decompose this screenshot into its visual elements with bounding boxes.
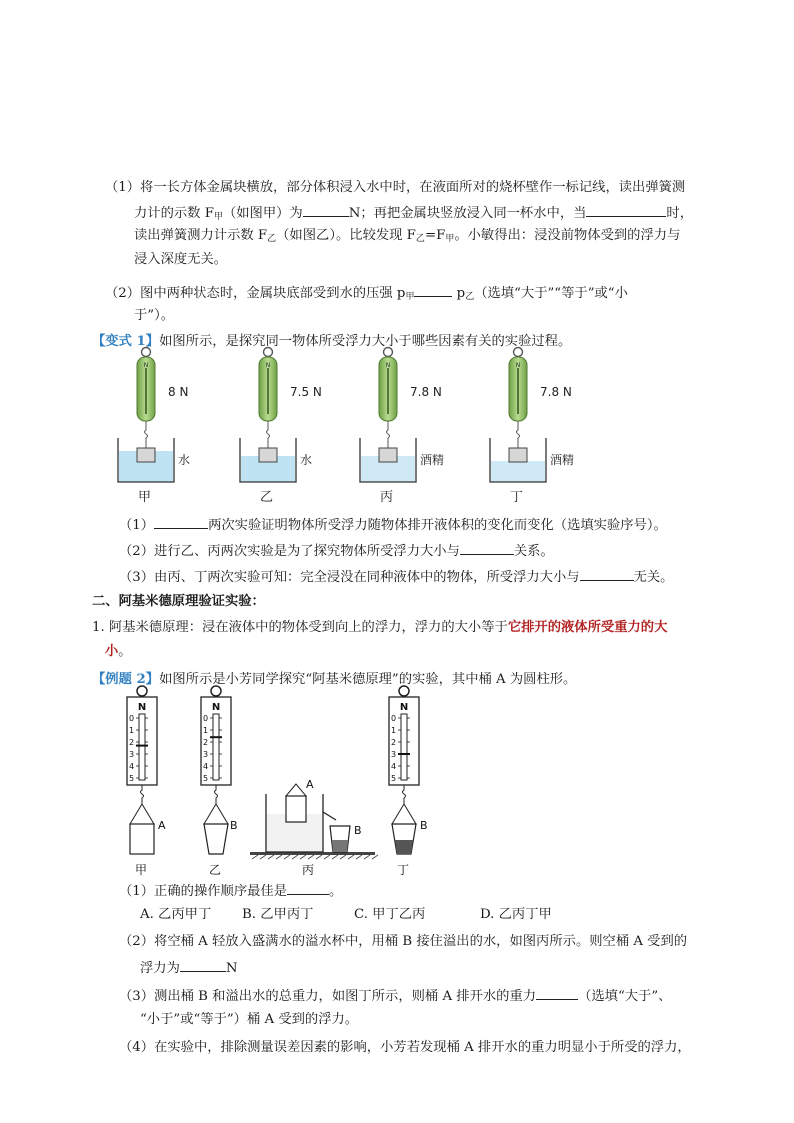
table-hatch [292, 855, 298, 859]
bianshi1-sub-1: （1） 两次实验证明物体所受浮力随物体排开液体积的变化而变化（选填实验序号）。 [119, 514, 667, 536]
spring-scale-unit: N [399, 702, 409, 713]
tick-label: 2 [129, 738, 135, 747]
bucket-strings [204, 804, 228, 824]
spring-hook-icon [267, 421, 270, 448]
liti2-sub-4: （4）在实验中，排除测量误差因素的影响，小芳若发现桶 A 排开水的重力明显小于所受的浮力， [119, 1040, 691, 1055]
answer-blank[interactable] [303, 202, 349, 217]
tick-label: 1 [129, 726, 135, 735]
q1-line-2: 力计的示数 $F_甲$（如图甲）为 N；再把金属块竖放浸入同一杯水中，当 时， [134, 202, 693, 227]
table-hatch [324, 855, 330, 859]
liti2-options [140, 905, 552, 925]
tick-label: 5 [391, 774, 397, 783]
spring-scale-unit: N [137, 702, 147, 713]
spring-ring-icon [514, 348, 523, 357]
table-hatch [284, 855, 290, 859]
tick-label: 4 [391, 762, 397, 771]
tick-label: 5 [203, 774, 209, 783]
bianshi1-figure [110, 346, 580, 506]
option-d[interactable]: D. 乙丙丁甲 [480, 907, 552, 922]
table-hatch [364, 855, 370, 859]
spring-scale-unit: N [515, 362, 521, 369]
figure-label: 丙 [302, 863, 315, 877]
tick-label: 0 [391, 714, 397, 723]
spring-hook-icon [215, 785, 218, 804]
metal-block [259, 448, 277, 462]
bucket-a-floating [286, 796, 306, 822]
option-b[interactable]: B. 乙甲丙丁 [242, 907, 314, 922]
table-hatch [332, 855, 338, 859]
spring-reading: 7.8 N [540, 385, 572, 399]
option-a[interactable]: A. 乙丙甲丁 [140, 907, 212, 922]
tick-label: 1 [391, 726, 397, 735]
tick-label: 3 [129, 750, 135, 759]
liquid-label: 酒精 [420, 453, 445, 467]
bianshi1-sub-2: （2）进行乙、丙两次实验是为了探究物体所受浮力大小与 关系。 [119, 540, 554, 562]
figure-label: 乙 [260, 490, 274, 505]
tick-label: 0 [203, 714, 209, 723]
spring-ring-icon [142, 348, 151, 357]
figure-label: 丁 [397, 863, 410, 877]
bucket-strings [130, 804, 154, 824]
table-hatch [276, 855, 282, 859]
liti2-sub-2-line-2: 浮力为 N [140, 957, 238, 979]
q1-line-3: 读出弹簧测力计示数 $F_乙$（如图乙）。比较发现 $F_乙=F_甲$。小敏得出：浸没前物体受到的浮力与 [134, 228, 681, 244]
table-hatch [356, 855, 362, 859]
metal-block [137, 448, 155, 462]
spring-reading: 7.5 N [290, 385, 322, 399]
overflow-spout [323, 812, 336, 820]
spring-scale-unit: N [385, 362, 391, 369]
liquid-label: 水 [178, 453, 191, 467]
answer-blank[interactable] [414, 282, 452, 297]
beaker-liquid [491, 461, 545, 482]
table-hatch [300, 855, 306, 859]
liti2-sub-1: （1）正确的操作顺序最佳是 。 [119, 880, 342, 902]
tick-label: 0 [129, 714, 135, 723]
spring-ring-icon [384, 348, 393, 357]
bucket-label: B [354, 824, 362, 837]
tick-label: 3 [203, 750, 209, 759]
metal-block [509, 448, 527, 462]
liti2-figure [110, 684, 450, 880]
section2-title: 二、阿基米德原理验证实验： [92, 594, 265, 609]
figure-label: 甲 [135, 863, 148, 877]
tick-label: 2 [203, 738, 209, 747]
table-hatch [316, 855, 322, 859]
bucket-water [395, 840, 413, 854]
option-c[interactable]: C. 甲丁乙丙 [354, 907, 426, 922]
bucket-label: A [306, 778, 314, 791]
spring-scale-unit: N [211, 702, 221, 713]
table-hatch [372, 855, 378, 859]
bucket-strings [392, 804, 416, 824]
spring-reading: 8 N [168, 385, 189, 399]
tick-label: 2 [391, 738, 397, 747]
tick-label: 4 [203, 762, 209, 771]
table-hatch [348, 855, 354, 859]
spring-pointer [210, 736, 222, 738]
figure-label: 丁 [510, 490, 524, 505]
q1-line-4: 浸入深度无关。 [134, 252, 228, 267]
liti2-sub-3-line-2: “小于”或“等于”）桶 A 受到的浮力。 [140, 1012, 359, 1027]
bucket-label: B [230, 819, 238, 832]
liquid-label: 水 [300, 453, 313, 467]
spring-ring-icon [399, 686, 409, 696]
answer-blank[interactable] [586, 202, 666, 217]
bucket-label: A [158, 819, 166, 832]
bucket-b [204, 824, 228, 854]
tick-label: 4 [129, 762, 135, 771]
table-hatch [252, 855, 258, 859]
table-hatch [340, 855, 346, 859]
section2-principle-line-2: 小。 [105, 644, 132, 659]
spring-scale-unit: N [143, 362, 149, 369]
liti2-sub-3-line-1: （3）测出桶 B 和溢出水的总重力，如图丁所示，则桶 A 排开水的重力 （选填“大于”、 [119, 985, 671, 1007]
spring-pointer [398, 753, 410, 755]
bucket-strings [286, 784, 306, 796]
table-hatch [260, 855, 266, 859]
answer-blank[interactable] [580, 566, 634, 581]
bucket-a [130, 824, 154, 854]
q2-line-2: 于”）。 [134, 308, 175, 323]
liti2-sub-2-line-1: （2）将空桶 A 轻放入盛满水的溢水杯中，用桶 B 接住溢出的水，如图丙所示。则空桶 A 受到的 [119, 934, 688, 949]
tick-label: 5 [129, 774, 135, 783]
metal-block [379, 448, 397, 462]
tick-label: 1 [203, 726, 209, 735]
q1-line-1: （1）将一长方体金属块横放，部分体积浸入水中时，在液面所对的烧杯壁作一标记线，读出弹簧测 [105, 180, 686, 195]
spring-ring-icon [211, 686, 221, 696]
tick-label: 3 [391, 750, 397, 759]
spring-ring-icon [137, 686, 147, 696]
figure-label: 甲 [138, 490, 152, 505]
spring-hook-icon [517, 421, 520, 448]
spring-reading: 7.8 N [410, 385, 442, 399]
answer-blank[interactable] [287, 880, 329, 895]
catch-cup-water [332, 840, 348, 852]
answer-blank[interactable] [460, 540, 514, 555]
answer-blank[interactable] [180, 957, 226, 972]
answer-blank[interactable] [154, 514, 208, 529]
spring-ring-icon [264, 348, 273, 357]
spring-scale-unit: N [265, 362, 271, 369]
bianshi1-heading: 【变式 1】如图所示，是探究同一物体所受浮力大小于哪些因素有关的实验过程。 [92, 334, 572, 349]
bucket-label: B [420, 819, 428, 832]
figure-label: 乙 [209, 863, 222, 877]
liquid-label: 酒精 [550, 453, 575, 467]
section2-principle-line-1: 1. 阿基米德原理：浸在液体中的物体受到向上的浮力，浮力的大小等于它排开的液体所受重力的大 [92, 620, 668, 635]
bianshi1-sub-3: （3）由丙、丁两次实验可知：完全浸没在同种液体中的物体，所受浮力大小与 无关。 [119, 566, 673, 588]
spring-hook-icon [141, 785, 144, 804]
spring-hook-icon [387, 421, 390, 448]
table-hatch [308, 855, 314, 859]
answer-blank[interactable] [536, 985, 578, 1000]
q2-line-1: （2）图中两种状态时，金属块底部受到水的压强 $p_甲$ $p_乙$（选填“大于”“等于”或“小 [105, 282, 628, 307]
liti2-heading: 【例题 2】如图所示是小芳同学探究“阿基米德原理”的实验，其中桶 A 为圆柱形。 [92, 672, 577, 687]
figure-label: 丙 [380, 490, 394, 505]
spring-hook-icon [403, 785, 406, 804]
spring-hook-icon [145, 421, 148, 448]
spring-pointer [136, 745, 148, 747]
table-hatch [268, 855, 274, 859]
